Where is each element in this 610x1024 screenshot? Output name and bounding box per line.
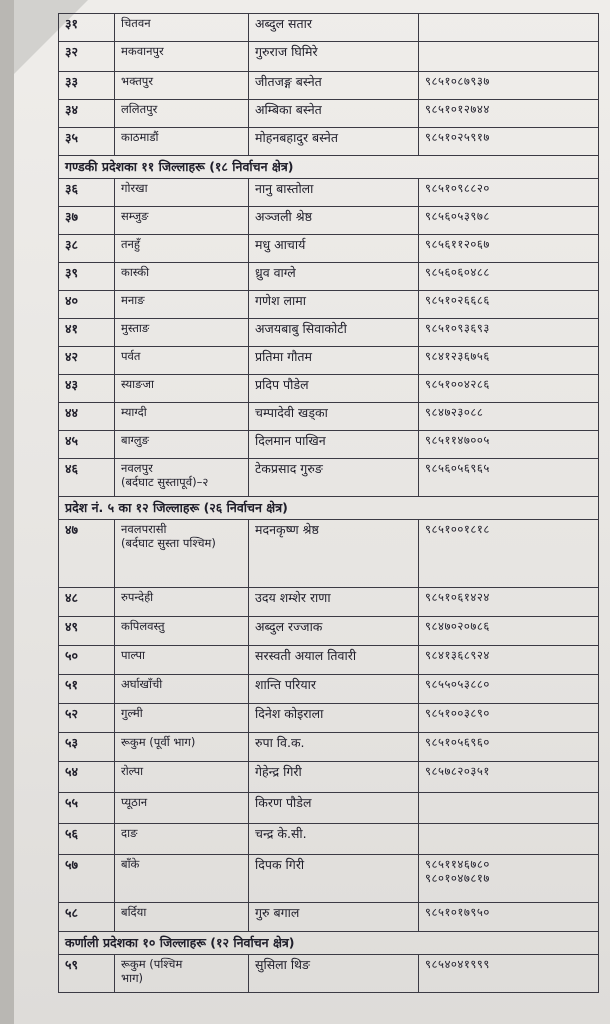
phone-number: ९८५१००१८१८: [425, 522, 490, 536]
table-row: [59, 207, 599, 235]
phone-cell: [419, 291, 599, 319]
district-name: प्यूठान: [121, 795, 148, 809]
district-name-continued: (बर्दघाट सुस्तापूर्व)–२: [121, 475, 209, 489]
table-row: [59, 459, 599, 497]
district-name: अर्घाखाँची: [121, 677, 163, 691]
table-row: [59, 617, 599, 646]
section-title: गण्डकी प्रदेशका ११ जिल्लाहरू (१८ निर्वाचन क्षेत्र): [59, 156, 599, 179]
row-number: ४१: [59, 319, 115, 347]
phone-number: ९८५१०१७९५०: [425, 905, 490, 919]
section-title: कर्णाली प्रदेशका १० जिल्लाहरू (१२ निर्वाचन क्षेत्र): [59, 932, 599, 955]
phone-cell: [419, 431, 599, 459]
phone-cell: [419, 903, 599, 932]
row-number: ३८: [59, 235, 115, 263]
district-name: नवलपरासी: [121, 522, 167, 536]
phone-cell: [419, 42, 599, 72]
district-name-continued: (बर्दघाट सुस्ता पश्चिम): [121, 536, 216, 550]
row-number: ४०: [59, 291, 115, 319]
contact-name: नानु बास्तोला: [249, 179, 419, 207]
table-row: [59, 179, 599, 207]
district-cell: [115, 733, 249, 762]
phone-number: ९८५१०९३६९३: [425, 321, 490, 335]
contact-name: चन्द्र के.सी.: [249, 824, 419, 855]
table-row: [59, 375, 599, 403]
phone-number: ९८५११४७००५: [425, 433, 490, 447]
district-cell: [115, 793, 249, 824]
phone-cell: [419, 100, 599, 128]
phone-cell: [419, 347, 599, 375]
row-number: ५३: [59, 733, 115, 762]
row-number: ३१: [59, 14, 115, 42]
row-number: ४७: [59, 520, 115, 588]
contact-name: रुपा वि.क.: [249, 733, 419, 762]
contact-name: अञ्जली श्रेष्ठ: [249, 207, 419, 235]
district-cell: [115, 855, 249, 903]
contact-name: सुसिला थिङ: [249, 955, 419, 993]
district-name: पाल्पा: [121, 648, 145, 662]
row-number: ३३: [59, 72, 115, 100]
contact-name: दिनेश कोइराला: [249, 704, 419, 733]
phone-number: ९८५६०५६९६५: [425, 461, 490, 475]
phone-cell: [419, 617, 599, 646]
district-name: कास्की: [121, 265, 150, 279]
district-cell: [115, 520, 249, 588]
district-cell: [115, 207, 249, 235]
phone-number: ९८५१००३८९०: [425, 706, 490, 720]
table-row: [59, 291, 599, 319]
district-name: पर्वत: [121, 349, 141, 363]
phone-cell: [419, 588, 599, 617]
row-number: ५४: [59, 762, 115, 793]
contact-name: दिपक गिरी: [249, 855, 419, 903]
district-name: नवलपुर: [121, 461, 153, 475]
section-header-row: [59, 497, 599, 520]
district-name: रूकुम (पश्चिम: [121, 957, 183, 971]
district-name: सम्जुङ: [121, 209, 149, 223]
district-name: गोरखा: [121, 181, 148, 195]
section-header-row: [59, 156, 599, 179]
phone-cell: [419, 179, 599, 207]
table-row: [59, 520, 599, 588]
district-cell: [115, 179, 249, 207]
district-cell: [115, 403, 249, 431]
district-name: भक्तपुर: [121, 74, 154, 88]
phone-number: ९८५१०६१४२४: [425, 590, 490, 604]
table-row: [59, 403, 599, 431]
row-number: ३९: [59, 263, 115, 291]
contact-name: मदनकृष्ण श्रेष्ठ: [249, 520, 419, 588]
table-row: [59, 72, 599, 100]
contact-name: मोहनबहादुर बस्नेत: [249, 128, 419, 156]
contact-name: गणेश लामा: [249, 291, 419, 319]
district-cell: [115, 347, 249, 375]
row-number: ५९: [59, 955, 115, 993]
table-row: [59, 100, 599, 128]
contact-name: प्रदिप पौडेल: [249, 375, 419, 403]
contact-name: जीतजङ्ग बस्नेत: [249, 72, 419, 100]
phone-number: ९८५१०१२७४४: [425, 102, 490, 116]
table-row: [59, 128, 599, 156]
section-title: प्रदेश नं. ५ का १२ जिल्लाहरू (२६ निर्वाचन क्षेत्र): [59, 497, 599, 520]
district-cell: [115, 375, 249, 403]
phone-number: ९८४७२३०८८: [425, 405, 484, 419]
contact-name: सरस्वती अयाल तिवारी: [249, 646, 419, 675]
district-cell: [115, 955, 249, 993]
row-number: ४९: [59, 617, 115, 646]
district-cell: [115, 617, 249, 646]
district-name: बाँके: [121, 857, 140, 871]
district-cell: [115, 128, 249, 156]
phone-number: ९८५१०२५९१७: [425, 130, 490, 144]
phone-number: ९८५१०९८८२०: [425, 181, 490, 195]
phone-number: ९८५६०६०४८८: [425, 265, 490, 279]
phone-number: ९८४१२३६७५६: [425, 349, 490, 363]
district-name: स्याङजा: [121, 377, 154, 391]
district-name: म्याग्दी: [121, 405, 147, 419]
table-row: [59, 855, 599, 903]
district-cell: [115, 903, 249, 932]
phone-cell: [419, 235, 599, 263]
phone-number: ९८५११४६७८०: [425, 857, 490, 871]
phone-cell: [419, 128, 599, 156]
district-name: काठमाडौं: [121, 130, 159, 144]
phone-cell: [419, 263, 599, 291]
phone-cell: [419, 646, 599, 675]
row-number: ३५: [59, 128, 115, 156]
phone-cell: [419, 793, 599, 824]
phone-cell: [419, 14, 599, 42]
district-cell: [115, 42, 249, 72]
district-name: मकवानपुर: [121, 44, 164, 58]
phone-cell: [419, 459, 599, 497]
row-number: ५१: [59, 675, 115, 704]
contact-name: प्रतिमा गौतम: [249, 347, 419, 375]
contact-name: चम्पादेवी खड्का: [249, 403, 419, 431]
table-row: [59, 704, 599, 733]
district-name: रुपन्देही: [121, 590, 154, 604]
document-page: [14, 0, 610, 1024]
contact-name: किरण पौडेल: [249, 793, 419, 824]
phone-cell: [419, 675, 599, 704]
contact-name: गेहेन्द्र गिरी: [249, 762, 419, 793]
district-cell: [115, 431, 249, 459]
phone-number-secondary: ९८०१०४७८१७: [425, 871, 490, 885]
table-row: [59, 42, 599, 72]
phone-cell: [419, 824, 599, 855]
district-cell: [115, 14, 249, 42]
district-cell: [115, 72, 249, 100]
table-row: [59, 319, 599, 347]
district-cell: [115, 675, 249, 704]
district-name: बर्दिया: [121, 905, 147, 919]
phone-cell: [419, 375, 599, 403]
phone-cell: [419, 762, 599, 793]
district-cell: [115, 646, 249, 675]
contact-name: दिलमान पाखिन: [249, 431, 419, 459]
district-name: मनाङ: [121, 293, 145, 307]
contact-name: गुरु बगाल: [249, 903, 419, 932]
contacts-table: [58, 13, 599, 993]
district-name-continued: भाग): [121, 971, 144, 985]
table-row: [59, 347, 599, 375]
contact-name: टेकप्रसाद गुरुङ: [249, 459, 419, 497]
phone-number: ९८५६११२०६७: [425, 237, 490, 251]
table-row: [59, 793, 599, 824]
table-row: [59, 588, 599, 617]
district-cell: [115, 459, 249, 497]
contact-name: अब्दुल रज्जाक: [249, 617, 419, 646]
phone-number: ९८५५०५३८८०: [425, 677, 490, 691]
table-row: [59, 14, 599, 42]
phone-number: ९८५१०५६९६०: [425, 735, 490, 749]
row-number: ४३: [59, 375, 115, 403]
row-number: ५२: [59, 704, 115, 733]
table-row: [59, 431, 599, 459]
table-row: [59, 903, 599, 932]
table-row: [59, 675, 599, 704]
row-number: ४६: [59, 459, 115, 497]
phone-number: ९८५७८२०३५१: [425, 764, 490, 778]
row-number: ५८: [59, 903, 115, 932]
district-cell: [115, 824, 249, 855]
phone-cell: [419, 319, 599, 347]
district-cell: [115, 263, 249, 291]
phone-cell: [419, 403, 599, 431]
district-cell: [115, 100, 249, 128]
district-name: चितवन: [121, 16, 151, 30]
table-row: [59, 824, 599, 855]
contact-name: मधु आचार्य: [249, 235, 419, 263]
district-cell: [115, 319, 249, 347]
table-row: [59, 955, 599, 993]
contact-name: अम्बिका बस्नेत: [249, 100, 419, 128]
district-name: रूकुम (पूर्वी भाग): [121, 735, 196, 749]
section-header-row: [59, 932, 599, 955]
row-number: ५७: [59, 855, 115, 903]
contact-name: अब्दुल सतार: [249, 14, 419, 42]
phone-cell: [419, 207, 599, 235]
district-name: गुल्मी: [121, 706, 143, 720]
phone-cell: [419, 955, 599, 993]
phone-number: ९८४१३६८९२४: [425, 648, 490, 662]
phone-cell: [419, 72, 599, 100]
district-name: तनहुँ: [121, 237, 141, 251]
district-cell: [115, 762, 249, 793]
contacts-table-body: [59, 14, 599, 993]
district-cell: [115, 291, 249, 319]
phone-number: ९८५१००४२८६: [425, 377, 490, 391]
district-name: दाङ: [121, 826, 138, 840]
row-number: ५०: [59, 646, 115, 675]
row-number: ३७: [59, 207, 115, 235]
phone-number: ९८५६०५३९७८: [425, 209, 490, 223]
row-number: ४५: [59, 431, 115, 459]
row-number: ४८: [59, 588, 115, 617]
phone-cell: [419, 520, 599, 588]
row-number: ३६: [59, 179, 115, 207]
phone-number: ९८५४०४१९९९: [425, 957, 490, 971]
phone-number: ९८४७०२०७८६: [425, 619, 490, 633]
table-row: [59, 646, 599, 675]
table-row: [59, 235, 599, 263]
contact-name: उदय शम्शेर राणा: [249, 588, 419, 617]
table-row: [59, 733, 599, 762]
contact-name: अजयबाबु सिवाकोटी: [249, 319, 419, 347]
phone-cell: [419, 704, 599, 733]
phone-cell: [419, 733, 599, 762]
table-row: [59, 263, 599, 291]
district-cell: [115, 235, 249, 263]
row-number: ३२: [59, 42, 115, 72]
district-cell: [115, 704, 249, 733]
row-number: ४४: [59, 403, 115, 431]
phone-number: ९८५१०२६६८६: [425, 293, 490, 307]
district-name: ललितपुर: [121, 102, 158, 116]
table-row: [59, 762, 599, 793]
district-name: रोल्पा: [121, 764, 144, 778]
row-number: ५६: [59, 824, 115, 855]
district-name: बाग्लुङ: [121, 433, 149, 447]
contact-name: गुरुराज घिमिरे: [249, 42, 419, 72]
phone-number: ९८५१०८७९३७: [425, 74, 490, 88]
district-name: कपिलवस्तु: [121, 619, 165, 633]
row-number: ३४: [59, 100, 115, 128]
row-number: ५५: [59, 793, 115, 824]
district-cell: [115, 588, 249, 617]
row-number: ४२: [59, 347, 115, 375]
district-name: मुस्ताङ: [121, 321, 150, 335]
contact-name: ध्रुव वाग्ले: [249, 263, 419, 291]
phone-cell: [419, 855, 599, 903]
contact-name: शान्ति परियार: [249, 675, 419, 704]
